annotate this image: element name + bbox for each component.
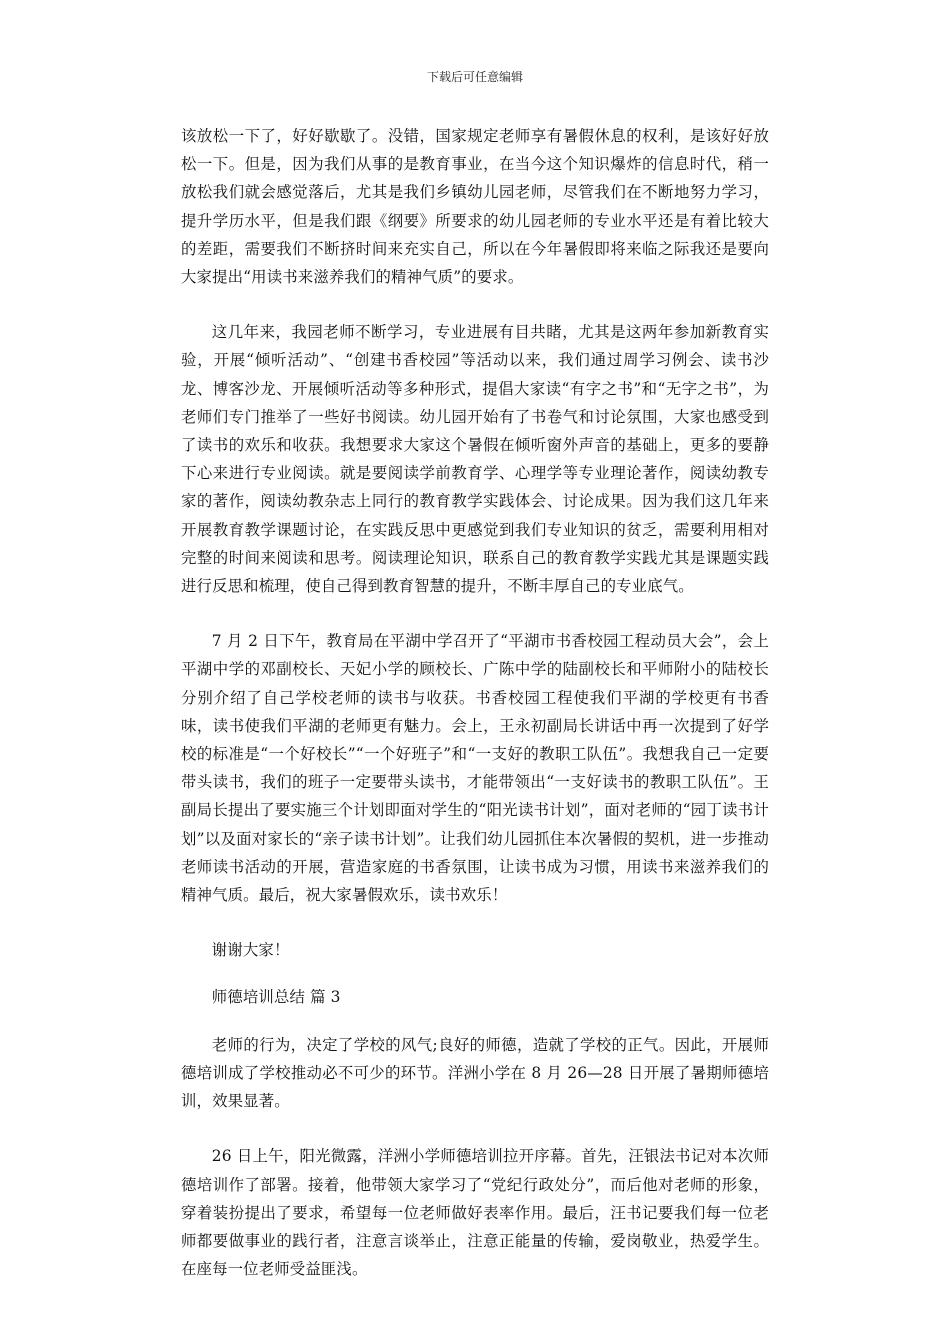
paragraph-2: 这几年来，我园老师不断学习，专业进展有目共睹，尤其是这两年参加新教育实验，开展“倾听活动”、“创建书香校园”等活动以来，我们通过周学习例会、读书沙龙、博客沙龙、开展倾听活动等多种形式，提倡大家读“有字之书”和“无字之书”，为老师们专门推举了一些好书阅读。幼儿园开始有了书卷气和讨论氛围，大家也感受到了读书的欢乐和收获。我想要求大家这个暑假在倾听窗外声音的基础上，更多的要静下心来进行专业阅读。就是要阅读学前教育学、心理学等专业理论著作，阅读幼教专家的著作，阅读幼教杂志上同行的教育教学实践体会、讨论成果。因为我们这几年来开展教育教学课题讨论，在实践反思中更感觉到我们专业知识的贫乏，需要利用相对完整的时间来阅读和思考。阅读理论知识，联系自己的教育教学实践尤其是课题实践进行反思和梳理，使自己得到教育智慧的提升，不断丰厚自己的专业底气。 (181, 323, 769, 596)
document-body (181, 122, 769, 1310)
paragraph-5: 26 日上午，阳光微露，洋洲小学师德培训拉开序幕。首先，汪银法书记对本次师德培训作了部署。接着，他带领大家学习了“党纪行政处分”，而后他对老师的形象，穿着装扮提出了要求，希望每一位老师做好表率作用。最后，汪书记要我们每一位老师都要做事业的践行者，注意言谈举止，注意正能量的传输，爱岗敬业，热爱学生。在座每一位老师受益匪浅。 (181, 1147, 769, 1279)
paragraph-thanks: 谢谢大家！ (211, 941, 290, 960)
paragraph-1: 该放松一下了，好好歇歇了。没错，国家规定老师享有暑假休息的权利，是该好好放松一下。但是，因为我们从事的是教育事业，在当今这个知识爆炸的信息时代，稍一放松我们就会感觉落后，尤其是我们乡镇幼儿园老师，尽管我们在不断地努力学习，提升学历水平，但是我们跟《纲要》所要求的幼儿园老师的专业水平还是有着比较大的差距，需要我们不断挤时间来充实自己，所以在今年暑假即将来临之际我还是要向大家提出“用读书来滋养我们的精神气质”的要求。 (181, 127, 769, 287)
paragraph-4: 老师的行为，决定了学校的风气;良好的师德，造就了学校的正气。因此，开展师德培训成了学校推动必不可少的环节。洋洲小学在 8 月 26—28 日开展了暑期师德培训，效果显著。 (181, 1035, 769, 1111)
paragraph-3: 7 月 2 日下午，教育局在平湖中学召开了“平湖市书香校园工程动员大会”，会上平湖中学的邓副校长、天妃小学的顾校长、广陈中学的陆副校长和平师附小的陆校长分别介绍了自己学校老师的读书与收获。书香校园工程使我们平湖的学校更有书香味，读书使我们平湖的老师更有魅力。会上，王永初副局长讲话中再一次提到了好学校的标准是“一个好校长”“一个好班子”和“一支好的教职工队伍”。我想我自己一定要带头读书，我们的班子一定要带头读书，才能带领出“一支好读书的教职工队伍”。王副局长提出了要实施三个计划即面对学生的“阳光读书计划”，面对老师的“园丁读书计划”以及面对家长的“亲子读书计划”。让我们幼儿园抓住本次暑假的契机，进一步推动老师读书活动的开展，营造家庭的书香氛围，让读书成为习惯，用读书来滋养我们的精神气质。最后，祝大家暑假欢乐，读书欢乐！ (181, 632, 769, 905)
section-heading: 师德培训总结 篇 3 (211, 988, 341, 1007)
page-header: 下载后可任意编辑 (426, 70, 523, 84)
